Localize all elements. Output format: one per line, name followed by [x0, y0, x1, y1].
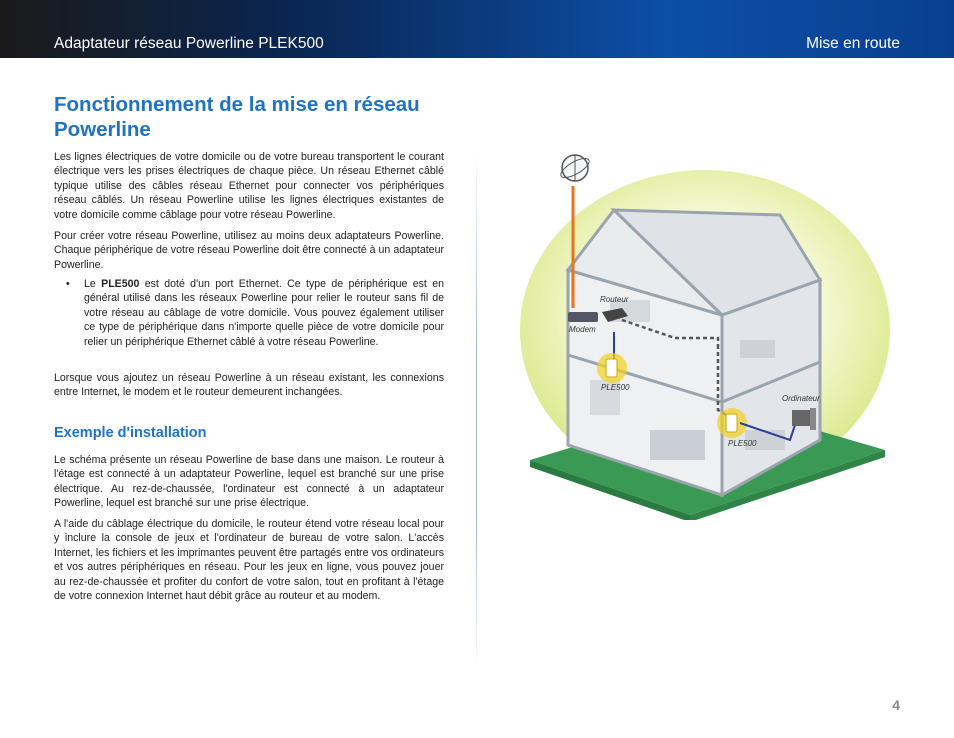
- label-router: Routeur: [600, 295, 629, 304]
- bullet-mark: •: [66, 278, 70, 290]
- page-number: 4: [892, 697, 900, 713]
- bullet-pre: Le: [84, 278, 102, 290]
- house-network-illustration: [490, 140, 910, 520]
- label-modem: Modem: [569, 325, 596, 334]
- paragraph-lan: A l'aide du câblage électrique du domicile, le routeur étend votre réseau local pour y inclure la console de jeux et l'ordinateur de bureau de votre salon. L'accès Internet, les fichiers et les imprimantes peuvent être partagés entre vos ordinateurs et vos autres périphériques en réseau. Pour les jeux en ligne, vous pouvez jouer au rez-de-chaussée et profiter du confort de votre salon, tout en profitant à l'étage de votre connexion Internet haut débit grâce au routeur et au modem.: [54, 518, 444, 603]
- paragraph-intro: Les lignes électriques de votre domicile ou de votre bureau transportent le courant électrique vers les prises électriques de chaque pièce. Un réseau Ethernet câblé typique utilise des câbles réseau Ethernet pour connecter vos périphériques réseau câblés. Un réseau Powerline utilise les lignes électriques existantes de votre domicile comme câblage pour votre réseau Powerline.: [54, 151, 444, 221]
- section-subtitle: Exemple d'installation: [54, 425, 207, 441]
- bullet-ple500: [84, 277, 444, 349]
- label-ple500-top: PLE500: [601, 383, 630, 392]
- label-computer: Ordinateur: [782, 394, 820, 403]
- bullet-text: est doté d'un port Ethernet. Ce type de périphérique est en général utilisé dans les réseaux Powerline pour relier le routeur sans fil de votre réseau au câblage de votre domicile. Vous pouvez également utiliser ce type de périphérique dans n'importe quelle pièce de votre domicile pour relier un périphérique Ethernet câblé à votre réseau Powerline.: [84, 278, 444, 348]
- page-title: Fonctionnement de la mise en réseau Powerline: [54, 93, 420, 141]
- paragraph-existing-network: Lorsque vous ajoutez un réseau Powerline à un réseau existant, les connexions entre Internet, le modem et le routeur demeurent inchangées.: [54, 372, 444, 399]
- column-divider: [476, 150, 477, 668]
- page-header: [0, 0, 954, 58]
- paragraph-adapters: Pour créer votre réseau Powerline, utilisez au moins deux adaptateurs Powerline. Chaque périphérique de votre réseau Powerline doit être connecté à un adaptateur Powerline.: [54, 230, 444, 271]
- ple500-adapter-top-icon: [597, 353, 627, 383]
- paragraph-example: Le schéma présente un réseau Powerline de base dans une maison. Le routeur à l'étage est connecté à un adaptateur Powerline, lequel est branché sur une prise électrique. Au rez-de-chaussée, l'ordinateur est connecté à un adaptateur Powerline, lequel est branché sur une prise électrique.: [54, 454, 444, 510]
- label-ple500-bottom: PLE500: [728, 439, 757, 448]
- internet-globe-icon: [558, 155, 592, 181]
- modem-icon: [568, 312, 598, 322]
- bullet-product-name: PLE500: [101, 278, 140, 290]
- document-title: Adaptateur réseau Powerline PLEK500: [54, 35, 324, 52]
- section-title: Mise en route: [806, 35, 900, 52]
